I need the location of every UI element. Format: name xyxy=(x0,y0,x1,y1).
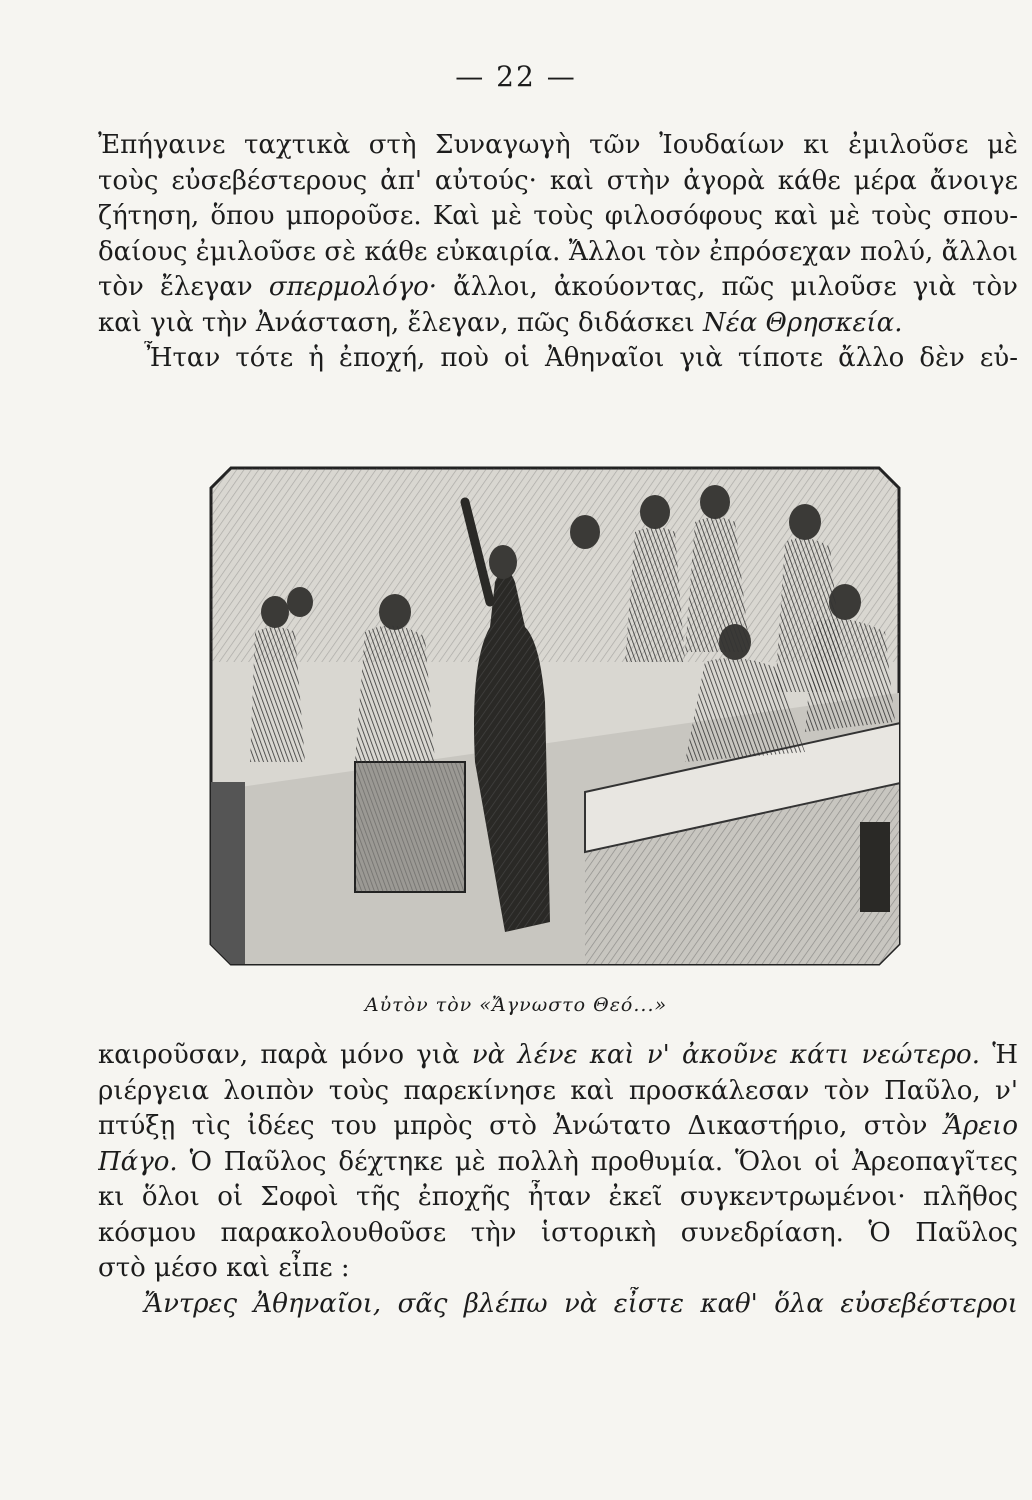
text-line: πτύξῃ τὶς ἰδέες του μπρὸς στὸ Ἀνώτατο Δικαστήριο, στὸν Ἄρειο xyxy=(98,1111,1018,1141)
text-line: καὶ γιὰ τὴν Ἀνάσταση, ἔλεγαν, πῶς διδάσκει Νέα Θρησκεία. xyxy=(98,307,903,338)
page-number: — 22 — xyxy=(455,60,577,93)
paragraph-top xyxy=(98,128,1018,377)
text-line: τὸν ἔλεγαν σπερμολόγο· ἄλλοι, ἀκούοντας, πῶς μιλοῦσε γιὰ τὸν xyxy=(98,272,1018,302)
text-line: τοὺς εὐσεβέστερους ἀπ' αὐτούς· καὶ στὴν ἀγορὰ κάθε μέρα ἄνοιγε xyxy=(98,165,1018,196)
text-line: στὸ μέσο καὶ εἶπε : xyxy=(98,1253,350,1283)
text-line: καιροῦσαν, παρὰ μόνο γιὰ νὰ λένε καὶ ν' ἀκοῦνε κάτι νεώτερο. Ἡ xyxy=(98,1040,1018,1070)
text-line: Ἄντρες Ἀθηναῖοι, σᾶς βλέπω νὰ εἶστε καθ' ὅλα εὐσεβέστεροι xyxy=(144,1288,1018,1319)
text-line: ζήτηση, ὅπου μποροῦσε. Καὶ μὲ τοὺς φιλοσόφους καὶ μὲ τοὺς σπου- xyxy=(98,201,1018,231)
engraving-illustration xyxy=(205,462,905,970)
paragraph-bottom xyxy=(98,1038,1018,1322)
text-line: κόσμου παρακολουθοῦσε τὴν ἱστορικὴ συνεδρίαση. Ὁ Παῦλος xyxy=(98,1217,1018,1248)
illustration-caption: Αὐτὸν τὸν «Ἄγνωστο Θεό...» xyxy=(364,994,668,1016)
text-line: δαίους ἐμιλοῦσε σὲ κάθε εὐκαιρία. Ἄλλοι τὸν ἐπρόσεχαν πολύ, ἄλλοι xyxy=(98,236,1018,267)
text-line: Ἐπήγαινε ταχτικὰ στὴ Συναγωγὴ τῶν Ἰουδαίων κι ἐμιλοῦσε μὲ xyxy=(98,130,1018,160)
text-line: Πάγο. Ὁ Παῦλος δέχτηκε μὲ πολλὴ προθυμία. Ὅλοι οἱ Ἀρεοπαγῖτες xyxy=(98,1146,1018,1177)
text-line: κι ὅλοι οἱ Σοφοὶ τῆς ἐποχῆς ἦταν ἐκεῖ συγκεντρωμένοι· πλῆθος xyxy=(98,1182,1018,1212)
text-line: Ἦταν τότε ἡ ἐποχή, ποὺ οἱ Ἀθηναῖοι γιὰ τίποτε ἄλλο δὲν εὐ- xyxy=(144,343,1018,373)
text-line: ριέργεια λοιπὸν τοὺς παρεκίνησε καὶ προσκάλεσαν τὸν Παῦλο, ν' xyxy=(98,1075,1018,1106)
